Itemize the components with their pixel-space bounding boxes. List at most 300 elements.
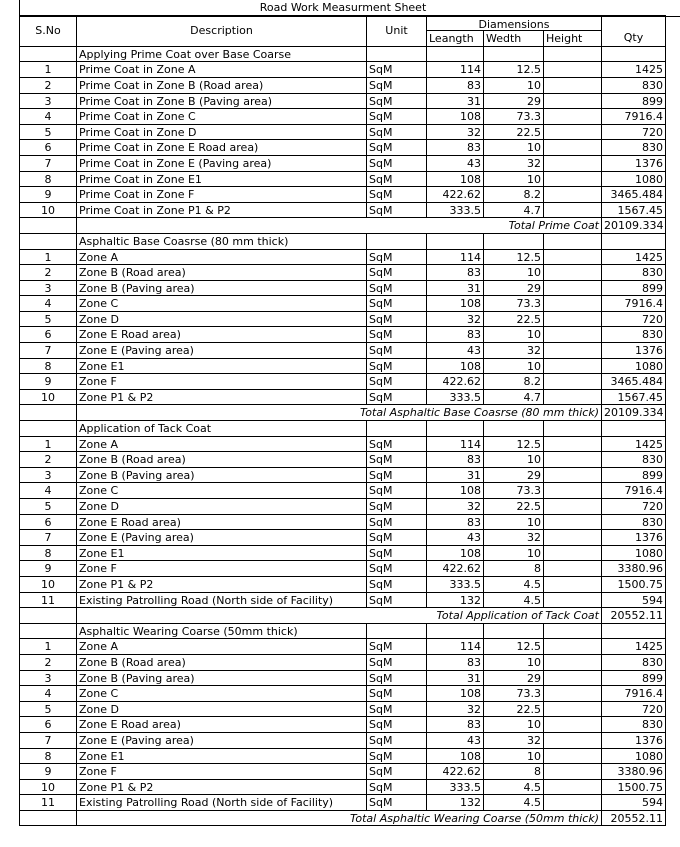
- row-height: [544, 281, 602, 297]
- section-sno-empty: [20, 624, 77, 640]
- row-sno: 7: [20, 733, 77, 749]
- edge-cell: [666, 483, 680, 499]
- row-width: 8: [484, 561, 544, 577]
- row-qty: 1080: [602, 172, 666, 188]
- row-height: [544, 94, 602, 110]
- edge-cell: [666, 187, 680, 203]
- row-sno: 1: [20, 437, 77, 453]
- row-qty: 594: [602, 593, 666, 609]
- row-length: 114: [427, 437, 484, 453]
- edge-cell: [666, 593, 680, 609]
- row-sno: 4: [20, 109, 77, 125]
- edge-cell: [666, 172, 680, 188]
- row-width: 10: [484, 265, 544, 281]
- row-sno: 5: [20, 702, 77, 718]
- row-unit: SqM: [367, 733, 427, 749]
- row-sno: 6: [20, 140, 77, 156]
- row-marker: [0, 390, 20, 406]
- row-marker: [0, 140, 20, 156]
- row-description: Prime Coat in Zone C: [77, 109, 367, 125]
- row-unit: SqM: [367, 296, 427, 312]
- edge-cell: [666, 577, 680, 593]
- row-marker: [0, 561, 20, 577]
- row-height: [544, 359, 602, 375]
- row-length: 83: [427, 717, 484, 733]
- section-total-value: 20109.334: [602, 405, 666, 421]
- row-marker: [0, 327, 20, 343]
- row-marker: [0, 717, 20, 733]
- row-sno: 9: [20, 187, 77, 203]
- section-unit-empty: [367, 47, 427, 63]
- row-width: 8.2: [484, 374, 544, 390]
- row-length: 43: [427, 530, 484, 546]
- row-qty: 1376: [602, 733, 666, 749]
- row-marker: [0, 94, 20, 110]
- row-qty: 899: [602, 281, 666, 297]
- row-qty: 1567.45: [602, 203, 666, 219]
- section-qty-empty: [602, 234, 666, 250]
- row-width: 10: [484, 452, 544, 468]
- edge-cell: [666, 795, 680, 811]
- row-marker: [0, 109, 20, 125]
- row-marker: [0, 499, 20, 515]
- row-unit: SqM: [367, 265, 427, 281]
- row-height: [544, 655, 602, 671]
- section-height-empty: [544, 234, 602, 250]
- edge-cell: [666, 764, 680, 780]
- row-description: Prime Coat in Zone B (Road area): [77, 78, 367, 94]
- edge-cell: [666, 624, 680, 640]
- section-width-empty: [484, 47, 544, 63]
- row-height: [544, 312, 602, 328]
- row-qty: 720: [602, 312, 666, 328]
- row-unit: SqM: [367, 515, 427, 531]
- row-length: 43: [427, 156, 484, 172]
- row-marker: [0, 0, 20, 16]
- row-marker: [0, 624, 20, 640]
- row-qty: 594: [602, 795, 666, 811]
- edge-cell: [666, 702, 680, 718]
- row-marker: [0, 639, 20, 655]
- row-height: [544, 499, 602, 515]
- row-qty: 830: [602, 717, 666, 733]
- row-unit: SqM: [367, 717, 427, 733]
- edge-cell: [666, 327, 680, 343]
- row-qty: 830: [602, 140, 666, 156]
- edge-cell: [666, 16, 680, 47]
- row-length: 83: [427, 265, 484, 281]
- row-length: 108: [427, 749, 484, 765]
- section-unit-empty: [367, 624, 427, 640]
- section-total-label: Total Asphaltic Base Coasrse (80 mm thick): [77, 405, 602, 421]
- row-width: 29: [484, 671, 544, 687]
- section-total-label: Total Prime Coat: [77, 218, 602, 234]
- row-unit: SqM: [367, 577, 427, 593]
- row-qty: 1376: [602, 156, 666, 172]
- section-qty-empty: [602, 47, 666, 63]
- row-height: [544, 686, 602, 702]
- row-unit: SqM: [367, 343, 427, 359]
- row-unit: SqM: [367, 702, 427, 718]
- row-description: Zone P1 & P2: [77, 390, 367, 406]
- edge-cell: [666, 203, 680, 219]
- edge-cell: [666, 655, 680, 671]
- row-description: Zone E Road area): [77, 327, 367, 343]
- row-height: [544, 577, 602, 593]
- row-sno: 7: [20, 156, 77, 172]
- row-description: Zone E Road area): [77, 515, 367, 531]
- row-sno: 10: [20, 780, 77, 796]
- section-title: Application of Tack Coat: [77, 421, 367, 437]
- header-width: Wedth: [484, 31, 544, 47]
- row-sno: 2: [20, 265, 77, 281]
- row-unit: SqM: [367, 156, 427, 172]
- row-description: Zone E1: [77, 749, 367, 765]
- row-qty: 1376: [602, 530, 666, 546]
- edge-cell: [666, 78, 680, 94]
- row-qty: 899: [602, 94, 666, 110]
- row-width: 22.5: [484, 702, 544, 718]
- edge-cell: [666, 499, 680, 515]
- row-height: [544, 125, 602, 141]
- row-qty: 1425: [602, 62, 666, 78]
- row-width: 32: [484, 530, 544, 546]
- edge-cell: [666, 234, 680, 250]
- row-description: Existing Patrolling Road (North side of Facility): [77, 795, 367, 811]
- row-unit: SqM: [367, 452, 427, 468]
- row-description: Zone E1: [77, 546, 367, 562]
- row-marker: [0, 421, 20, 437]
- row-description: Zone D: [77, 499, 367, 515]
- row-width: 8: [484, 764, 544, 780]
- row-description: Zone P1 & P2: [77, 577, 367, 593]
- row-marker: [0, 374, 20, 390]
- row-unit: SqM: [367, 140, 427, 156]
- row-description: Zone C: [77, 686, 367, 702]
- section-height-empty: [544, 421, 602, 437]
- edge-cell: [666, 312, 680, 328]
- row-sno: 9: [20, 374, 77, 390]
- row-sno: 4: [20, 296, 77, 312]
- row-qty: 720: [602, 499, 666, 515]
- row-unit: SqM: [367, 250, 427, 266]
- row-marker: [0, 452, 20, 468]
- edge-cell: [666, 390, 680, 406]
- section-sno-empty: [20, 421, 77, 437]
- row-unit: SqM: [367, 187, 427, 203]
- row-sno: 2: [20, 452, 77, 468]
- row-length: 422.62: [427, 764, 484, 780]
- edge-cell: [666, 515, 680, 531]
- edge-cell: [666, 671, 680, 687]
- edge-cell: [666, 250, 680, 266]
- section-length-empty: [427, 624, 484, 640]
- row-width: 12.5: [484, 62, 544, 78]
- section-width-empty: [484, 624, 544, 640]
- row-length: 32: [427, 125, 484, 141]
- row-length: 83: [427, 452, 484, 468]
- row-height: [544, 515, 602, 531]
- row-description: Zone D: [77, 702, 367, 718]
- row-unit: SqM: [367, 639, 427, 655]
- row-sno: 11: [20, 593, 77, 609]
- row-length: 333.5: [427, 577, 484, 593]
- header-length: Leangth: [427, 31, 484, 47]
- row-width: 29: [484, 281, 544, 297]
- row-length: 108: [427, 109, 484, 125]
- row-length: 83: [427, 140, 484, 156]
- row-width: 10: [484, 327, 544, 343]
- row-unit: SqM: [367, 483, 427, 499]
- row-qty: 1080: [602, 359, 666, 375]
- row-sno: 4: [20, 686, 77, 702]
- row-sno: 8: [20, 359, 77, 375]
- edge-cell: [666, 281, 680, 297]
- row-length: 83: [427, 655, 484, 671]
- row-width: 29: [484, 94, 544, 110]
- row-height: [544, 749, 602, 765]
- row-sno: 5: [20, 125, 77, 141]
- row-height: [544, 62, 602, 78]
- row-marker: [0, 343, 20, 359]
- row-unit: SqM: [367, 530, 427, 546]
- row-marker: [0, 733, 20, 749]
- row-width: 4.5: [484, 780, 544, 796]
- row-qty: 830: [602, 265, 666, 281]
- row-marker: [0, 780, 20, 796]
- edge-cell: [666, 125, 680, 141]
- row-unit: SqM: [367, 561, 427, 577]
- row-width: 32: [484, 156, 544, 172]
- row-width: 10: [484, 359, 544, 375]
- row-marker: [0, 265, 20, 281]
- row-marker: [0, 530, 20, 546]
- row-marker: [0, 281, 20, 297]
- row-height: [544, 172, 602, 188]
- row-length: 108: [427, 172, 484, 188]
- row-marker: [0, 62, 20, 78]
- row-height: [544, 187, 602, 203]
- section-total-label: Total Asphaltic Wearing Coarse (50mm thick): [77, 811, 602, 827]
- row-description: Prime Coat in Zone B (Paving area): [77, 94, 367, 110]
- section-total-value: 20109.334: [602, 218, 666, 234]
- row-width: 73.3: [484, 686, 544, 702]
- section-length-empty: [427, 234, 484, 250]
- row-width: 10: [484, 655, 544, 671]
- row-marker: [0, 686, 20, 702]
- section-width-empty: [484, 234, 544, 250]
- total-sno-empty: [20, 811, 77, 827]
- row-length: 31: [427, 468, 484, 484]
- row-description: Zone E (Paving area): [77, 343, 367, 359]
- row-qty: 899: [602, 468, 666, 484]
- row-marker: [0, 702, 20, 718]
- row-width: 22.5: [484, 499, 544, 515]
- row-length: 108: [427, 546, 484, 562]
- row-unit: SqM: [367, 795, 427, 811]
- section-title: Asphaltic Base Coasrse (80 mm thick): [77, 234, 367, 250]
- row-marker: [0, 312, 20, 328]
- section-total-value: 20552.11: [602, 608, 666, 624]
- row-width: 4.5: [484, 795, 544, 811]
- row-unit: SqM: [367, 390, 427, 406]
- section-sno-empty: [20, 234, 77, 250]
- row-description: Zone A: [77, 250, 367, 266]
- row-description: Zone B (Road area): [77, 265, 367, 281]
- row-qty: 830: [602, 452, 666, 468]
- header-height: Height: [544, 31, 602, 47]
- row-marker: [0, 234, 20, 250]
- row-description: Zone F: [77, 374, 367, 390]
- row-marker: [0, 203, 20, 219]
- row-sno: 3: [20, 468, 77, 484]
- row-width: 12.5: [484, 639, 544, 655]
- row-description: Zone B (Road area): [77, 452, 367, 468]
- row-sno: 8: [20, 749, 77, 765]
- row-unit: SqM: [367, 78, 427, 94]
- edge-cell: [666, 218, 680, 234]
- row-width: 10: [484, 717, 544, 733]
- row-length: 422.62: [427, 187, 484, 203]
- row-sno: 4: [20, 483, 77, 499]
- section-qty-empty: [602, 624, 666, 640]
- row-qty: 830: [602, 327, 666, 343]
- row-marker: [0, 250, 20, 266]
- row-marker: [0, 608, 20, 624]
- row-width: 22.5: [484, 125, 544, 141]
- row-description: Existing Patrolling Road (North side of Facility): [77, 593, 367, 609]
- row-height: [544, 468, 602, 484]
- row-unit: SqM: [367, 749, 427, 765]
- row-length: 422.62: [427, 374, 484, 390]
- row-width: 4.7: [484, 390, 544, 406]
- edge-cell: [666, 265, 680, 281]
- row-length: 31: [427, 94, 484, 110]
- row-marker: [0, 764, 20, 780]
- row-sno: 6: [20, 515, 77, 531]
- row-qty: 7916.4: [602, 483, 666, 499]
- row-unit: SqM: [367, 437, 427, 453]
- section-length-empty: [427, 421, 484, 437]
- row-width: 4.7: [484, 203, 544, 219]
- row-length: 43: [427, 343, 484, 359]
- row-description: Zone F: [77, 561, 367, 577]
- row-qty: 830: [602, 655, 666, 671]
- row-marker: [0, 593, 20, 609]
- row-height: [544, 671, 602, 687]
- edge-cell: [666, 140, 680, 156]
- sheet-title: Road Work Measurment Sheet: [20, 0, 666, 16]
- row-height: [544, 374, 602, 390]
- row-length: 108: [427, 359, 484, 375]
- edge-cell: [666, 749, 680, 765]
- row-height: [544, 795, 602, 811]
- row-height: [544, 483, 602, 499]
- row-height: [544, 593, 602, 609]
- edge-cell: [666, 717, 680, 733]
- section-height-empty: [544, 47, 602, 63]
- row-height: [544, 764, 602, 780]
- row-marker: [0, 16, 20, 47]
- row-length: 83: [427, 327, 484, 343]
- row-marker: [0, 78, 20, 94]
- row-marker: [0, 515, 20, 531]
- row-qty: 1376: [602, 343, 666, 359]
- row-height: [544, 780, 602, 796]
- row-length: 422.62: [427, 561, 484, 577]
- row-qty: 3465.484: [602, 374, 666, 390]
- row-sno: 6: [20, 327, 77, 343]
- row-length: 108: [427, 686, 484, 702]
- row-marker: [0, 218, 20, 234]
- edge-cell: [666, 296, 680, 312]
- row-unit: SqM: [367, 655, 427, 671]
- row-qty: 899: [602, 671, 666, 687]
- row-description: Zone B (Road area): [77, 655, 367, 671]
- row-height: [544, 78, 602, 94]
- row-marker: [0, 296, 20, 312]
- row-description: Prime Coat in Zone E Road area): [77, 140, 367, 156]
- row-height: [544, 343, 602, 359]
- row-length: 114: [427, 250, 484, 266]
- row-unit: SqM: [367, 327, 427, 343]
- row-sno: 3: [20, 671, 77, 687]
- row-marker: [0, 546, 20, 562]
- row-marker: [0, 156, 20, 172]
- row-unit: SqM: [367, 686, 427, 702]
- row-marker: [0, 125, 20, 141]
- row-sno: 11: [20, 795, 77, 811]
- row-unit: SqM: [367, 172, 427, 188]
- row-height: [544, 327, 602, 343]
- row-unit: SqM: [367, 62, 427, 78]
- row-width: 10: [484, 546, 544, 562]
- edge-cell: [666, 421, 680, 437]
- header-sno: S.No: [20, 16, 77, 47]
- row-sno: 9: [20, 764, 77, 780]
- row-length: 32: [427, 312, 484, 328]
- row-width: 12.5: [484, 250, 544, 266]
- row-description: Zone A: [77, 639, 367, 655]
- row-description: Zone P1 & P2: [77, 780, 367, 796]
- row-marker: [0, 468, 20, 484]
- row-height: [544, 265, 602, 281]
- row-marker: [0, 655, 20, 671]
- row-width: 10: [484, 749, 544, 765]
- edge-cell: [666, 156, 680, 172]
- total-sno-empty: [20, 218, 77, 234]
- section-width-empty: [484, 421, 544, 437]
- row-unit: SqM: [367, 109, 427, 125]
- row-qty: 830: [602, 78, 666, 94]
- row-marker: [0, 172, 20, 188]
- edge-cell: [666, 405, 680, 421]
- section-height-empty: [544, 624, 602, 640]
- row-description: Zone E (Paving area): [77, 530, 367, 546]
- row-length: 31: [427, 671, 484, 687]
- row-height: [544, 437, 602, 453]
- row-description: Zone B (Paving area): [77, 281, 367, 297]
- row-width: 73.3: [484, 483, 544, 499]
- edge-cell: [666, 47, 680, 63]
- row-length: 333.5: [427, 780, 484, 796]
- row-height: [544, 546, 602, 562]
- row-qty: 1080: [602, 546, 666, 562]
- row-height: [544, 733, 602, 749]
- row-height: [544, 390, 602, 406]
- row-sno: 10: [20, 203, 77, 219]
- row-description: Zone E (Paving area): [77, 733, 367, 749]
